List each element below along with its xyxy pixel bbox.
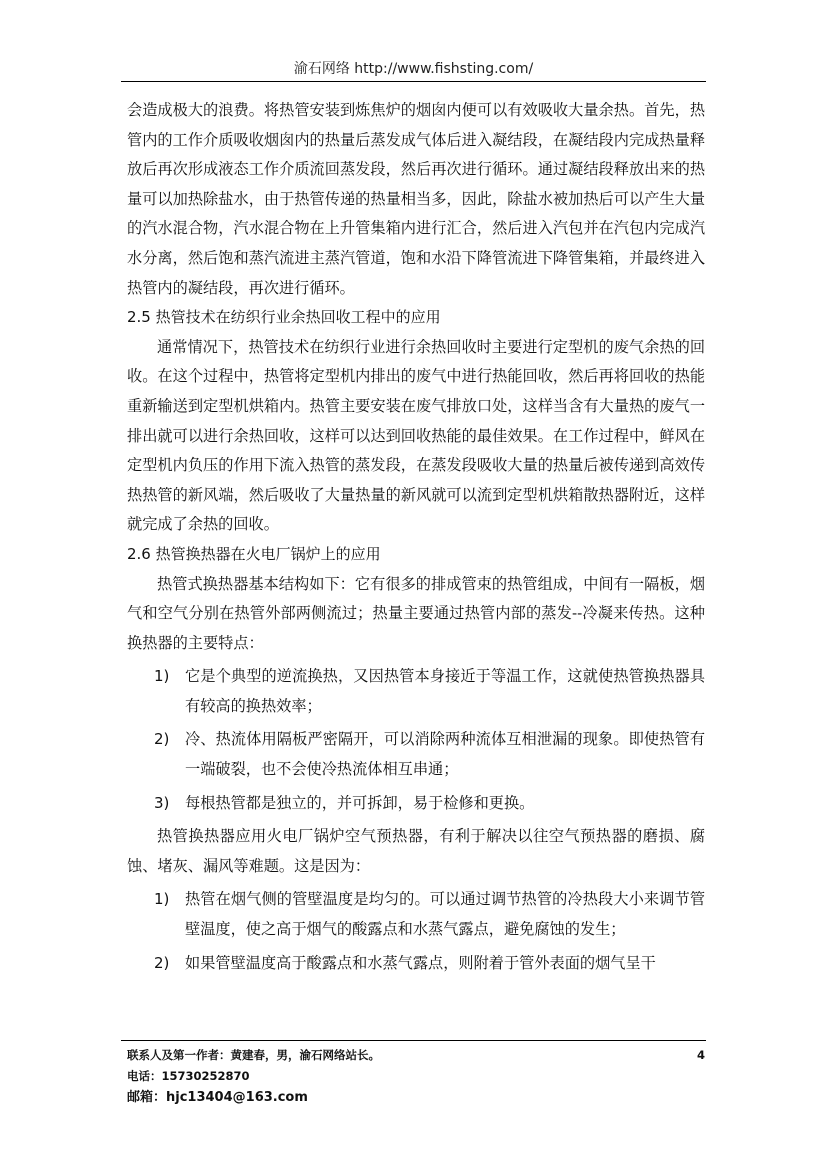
footer-phone: 电话：15730252870 <box>127 1069 250 1083</box>
header-divider <box>121 81 706 82</box>
footer-divider <box>121 1040 706 1041</box>
body-paragraph: 热管换热器应用火电厂锅炉空气预热器，有利于解决以往空气预热器的磨损、腐蚀、堵灰、漏风等难题。这是因为： <box>127 827 705 875</box>
list-number: 3) <box>154 793 170 812</box>
list-item-text: 如果管壁温度高于酸露点和水蒸气露点，则附着于管外表面的烟气呈干 <box>185 953 656 972</box>
page-header: 渝石网络 http://www.fishsting.com/ <box>293 61 534 77</box>
section-heading: 2.6 热管换热器在火电厂锅炉上的应用 <box>127 544 381 563</box>
list-item-text: 每根热管都是独立的，并可拆卸，易于检修和更换。 <box>185 793 535 812</box>
list-item <box>127 789 705 819</box>
list-number: 1) <box>154 890 170 909</box>
page-footer <box>127 1045 705 1108</box>
page-number: 4 <box>696 1048 705 1062</box>
list-item-text: 冷、热流体用隔板严密隔开，可以消除两种流体互相泄漏的现象。即使热管有一端破裂，也不会使冷热流体相互串通； <box>185 730 705 779</box>
list-number: 2) <box>154 953 170 972</box>
footer-email: 邮箱：hjc13404@163.com <box>127 1090 308 1105</box>
list-item-text: 热管在烟气侧的管壁温度是均匀的。可以通过调节热管的冷热段大小来调节管壁温度，使之高于烟气的酸露点和水蒸气露点，避免腐蚀的发生； <box>185 890 705 939</box>
list-item <box>127 885 705 944</box>
body-paragraph: 通常情况下，热管技术在纺织行业进行余热回收时主要进行定型机的废气余热的回收。在这个过程中，热管将定型机内排出的废气中进行热能回收，然后再将回收的热能重新输送到定型机烘箱内。热管主要安装在废气排放口处，这样当含有大量热的废气一排出就可以进行余热回收，这样可以达到回收热能的最佳效果。在工作过程中，鲜风在定型机内负压的作用下流入热管的蒸发段，在蒸发段吸收大量的热量后被传递到高效传热热管的新风端，然后吸收了大量热量的新风就可以流到定型机烘箱散热器附近，这样就完成了余热的回收。 <box>127 337 705 534</box>
section-heading: 2.5 热管技术在纺织行业余热回收工程中的应用 <box>127 308 441 327</box>
body-paragraph: 会造成极大的浪费。将热管安装到炼焦炉的烟囱内便可以有效吸收大量余热。首先，热管内的工作介质吸收烟囱内的热量后蒸发成气体后进入凝结段，在凝结段内完成热量释放后再次形成液态工作介质流回蒸发段，然后再次进行循环。通过凝结段释放出来的热量可以加热除盐水，由于热管传递的热量相当多，因此，除盐水被加热后可以产生大量的汽水混合物，汽水混合物在上升管集箱内进行汇合，然后进入汽包并在汽包内完成汽水分离，然后饱和蒸汽流进主蒸汽管道，饱和水沿下降管流进下降管集箱，并最终进入热管内的凝结段，再次进行循环。 <box>127 101 705 297</box>
footer-contact: 联系人及第一作者：黄建春，男，渝石网络站长。 <box>127 1048 380 1062</box>
body-paragraph: 热管式换热器基本结构如下：它有很多的排成管束的热管组成，中间有一隔板，烟气和空气分别在热管外部两侧流过；热量主要通过热管内部的蒸发--冷凝来传热。这种换热器的主要特点： <box>127 574 705 652</box>
list-item <box>127 949 705 979</box>
list-number: 1) <box>154 667 170 686</box>
list-number: 2) <box>154 730 170 749</box>
list-item <box>127 725 705 784</box>
list-item-text: 它是个典型的逆流换热，又因热管本身接近于等温工作，这就使热管换热器具有较高的换热效率； <box>185 667 705 715</box>
list-item <box>127 662 705 721</box>
document-body <box>127 96 705 978</box>
